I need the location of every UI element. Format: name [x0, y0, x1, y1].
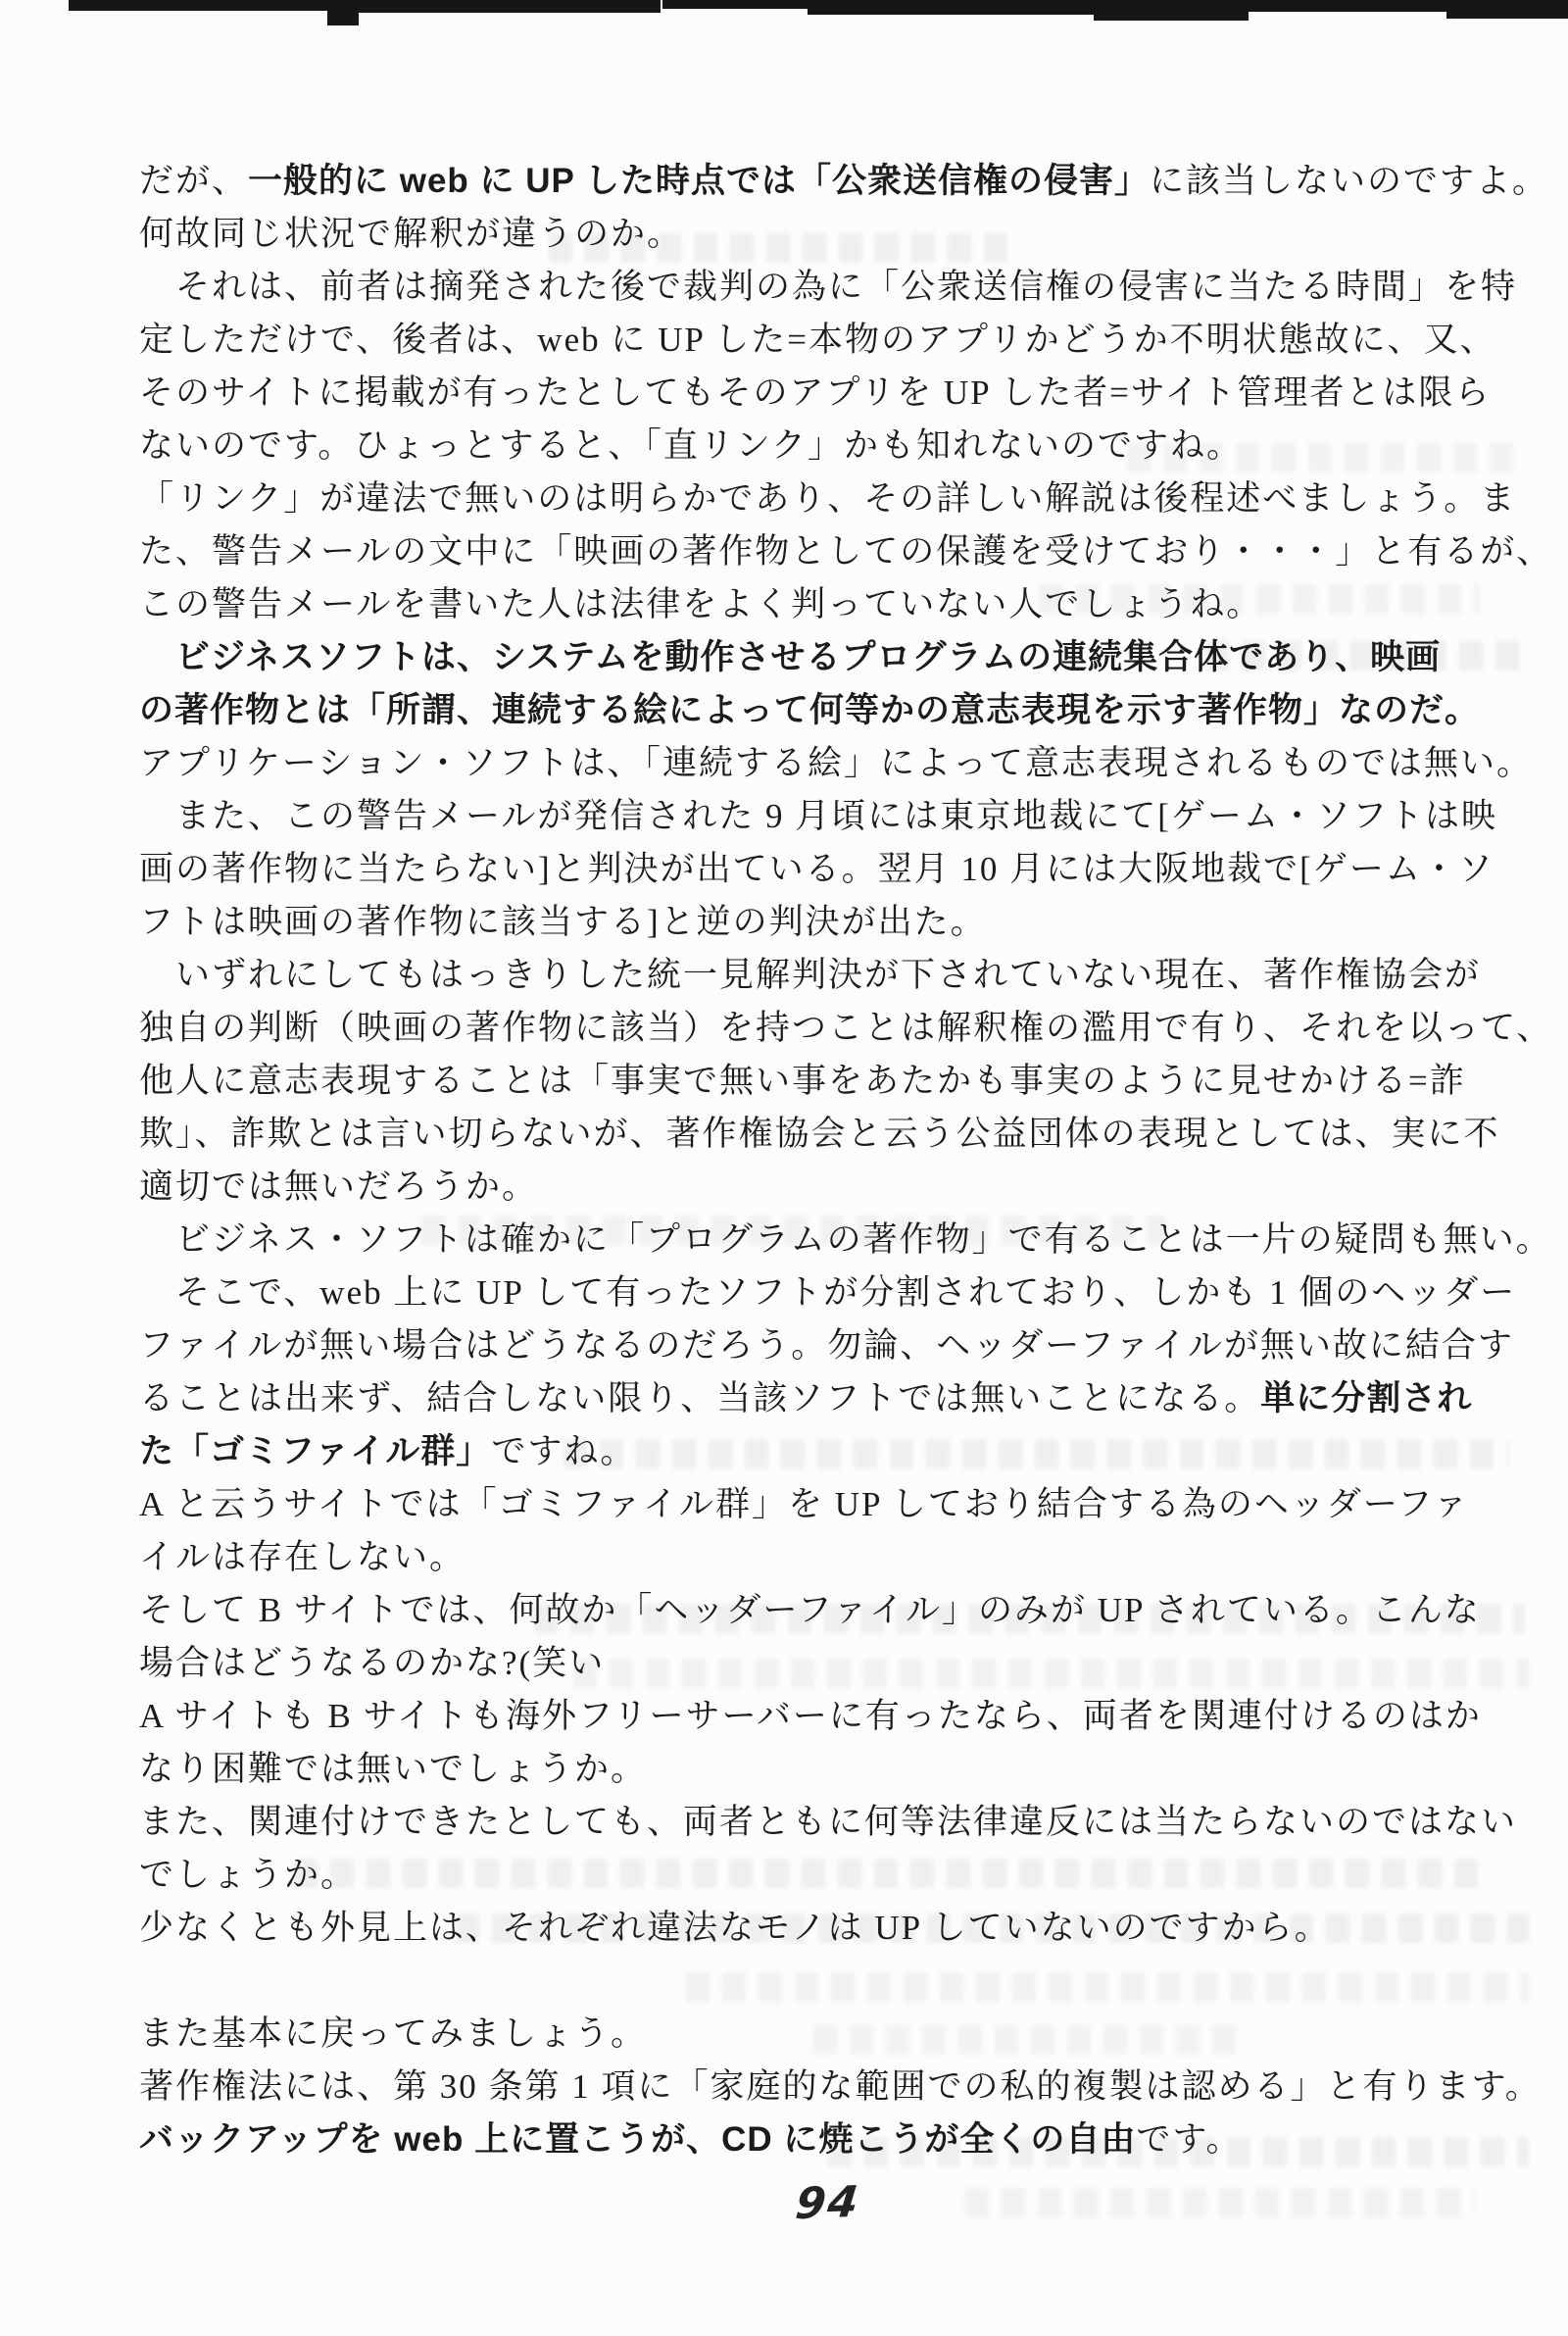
text-segment: の著作物とは「所謂、連続する絵によって何等かの意志表現を示す著作物」なのだ。	[139, 691, 1481, 729]
text-segment: ビジネスソフトは、システムを動作させるプログラムの連続集合体であり、映画	[175, 638, 1442, 676]
scan-edge-artifact-segment	[1094, 0, 1249, 21]
text-line	[139, 1108, 1506, 1161]
text-segment: 何故同じ状況で解釈が違うのか。	[139, 215, 684, 253]
text-line	[139, 1743, 1506, 1796]
text-line	[139, 2113, 1506, 2166]
text-segment: でしょうか。	[139, 1856, 358, 1894]
text-segment: フトは映画の著作物に該当する]と逆の判決が出た。	[139, 903, 987, 941]
text-segment: そこで、web 上に UP して有ったソフトが分割されており、しかも 1 個のヘッダー	[175, 1273, 1517, 1312]
scan-edge-artifact-segment	[327, 0, 359, 25]
text-line	[139, 1267, 1517, 1319]
text-line	[139, 1531, 1506, 1584]
text-segment: A と云うサイトでは「ゴミファイル群」を UP しており結合する為のヘッダーファ	[139, 1485, 1470, 1523]
page-number: 94	[793, 2176, 863, 2230]
text-segment: また基本に戻ってみましょう。	[139, 2014, 648, 2053]
text-segment: た、警告メールの文中に「映画の著作物としての保護を受けており・・・」と有るが、	[139, 532, 1553, 571]
text-line	[139, 1902, 1506, 1955]
scan-edge-artifact-segment	[359, 0, 661, 13]
text-segment: 適切では無いだろうか。	[139, 1168, 539, 1206]
text-segment: 画の著作物に当たらない]と判決が出ている。翌月 10 月には大阪地裁で[ゲーム・ソ	[139, 850, 1494, 888]
text-line	[139, 737, 1534, 790]
text-line	[139, 2008, 1506, 2061]
text-line	[139, 1478, 1506, 1531]
text-line	[139, 525, 1553, 578]
body-text	[139, 155, 1553, 2166]
text-segment: また、関連付けできたとしても、両者ともに何等法律違反には当たらないのではない	[139, 1803, 1518, 1841]
text-line	[139, 1319, 1514, 1372]
ink-bleed-artifact	[965, 2188, 1475, 2217]
text-segment: そのサイトに掲載が有ったとしてもそのアプリを UP した者=サイト管理者とは限ら	[139, 373, 1492, 412]
text-line	[139, 1055, 1506, 1108]
text-line	[139, 1214, 1552, 1267]
blank-line	[139, 1955, 1506, 2008]
text-segment: ないのです。ひょっとすると、「直リンク」かも知れないのですね。	[139, 426, 1244, 465]
text-segment: です。	[1136, 2120, 1243, 2159]
text-segment: いずれにしてもはっきりした統一見解判決が下されていない現在、著作権協会が	[175, 956, 1482, 994]
text-segment: ファイルが無い場合はどうなるのだろう。勿論、ヘッダーファイルが無い故に結合す	[139, 1326, 1514, 1365]
text-segment: なり困難では無いでしょうか。	[139, 1750, 648, 1788]
text-line	[139, 208, 1506, 261]
scan-edge-artifact-segment	[662, 0, 808, 9]
text-line	[139, 1372, 1506, 1425]
text-segment: 少なくとも外見上は、それぞれ違法なモノは UP していないのですから。	[139, 1909, 1331, 1947]
text-line	[139, 472, 1517, 525]
text-segment: 場合はどうなるのかな?(笑い	[139, 1644, 606, 1682]
text-segment: イルは存在しない。	[139, 1538, 466, 1576]
text-segment: そして B サイトでは、何故か「ヘッダーファイル」のみが UP されている。こんな	[139, 1591, 1481, 1629]
text-segment: それは、前者は摘発された後で裁判の為に「公衆送信権の侵害に当たる時間」を特	[175, 268, 1518, 306]
text-line	[139, 1849, 1506, 1902]
text-segment: 「リンク」が違法で無いのは明らかであり、その詳しい解説は後程述べましょう。ま	[139, 479, 1517, 518]
scan-edge-artifact-segment	[1249, 0, 1446, 12]
text-segment: 著作権法には、第 30 条第 1 項に「家庭的な範囲での私的複製は認める」と有ります。	[139, 2067, 1542, 2106]
text-segment: A サイトも B サイトも海外フリーサーバーに有ったなら、両者を関連付けるのはか	[139, 1697, 1482, 1735]
text-line	[139, 1796, 1518, 1849]
text-line	[139, 155, 1548, 208]
text-line	[139, 1584, 1506, 1637]
text-line	[139, 314, 1506, 367]
text-segment: 単に分割され	[1260, 1379, 1473, 1417]
text-line	[139, 896, 1506, 949]
text-line	[139, 1002, 1553, 1055]
text-line	[139, 843, 1506, 896]
text-line	[139, 1637, 1506, 1690]
text-segment: バックアップを web 上に置こうが、CD に焼こうが全くの自由	[139, 2120, 1137, 2159]
text-line	[139, 949, 1506, 1002]
text-segment: また、この警告メールが発信された 9 月頃には東京地裁にて[ゲーム・ソフトは映	[175, 797, 1497, 835]
text-line	[139, 420, 1506, 472]
text-line	[139, 367, 1506, 420]
text-segment: 他人に意志表現することは「事実で無い事をあたかも事実のように見せかける=詐	[139, 1062, 1466, 1100]
text-segment: 欺」、詐欺とは言い切らないが、著作権協会と云う公益団体の表現としては、実に不	[139, 1115, 1500, 1153]
text-line	[139, 261, 1518, 314]
text-segment: た「ゴミファイル群」	[139, 1432, 492, 1470]
text-line	[139, 1425, 1506, 1478]
text-segment: 独自の判断（映画の著作物に該当）を持つことは解釈権の濫用で有り、それを以って、	[139, 1009, 1553, 1047]
text-line	[139, 1690, 1506, 1743]
text-segment: だが、	[139, 162, 249, 200]
scan-edge-artifact-segment	[1446, 0, 1568, 19]
text-segment: に該当しないのですよ。	[1149, 162, 1548, 200]
scan-edge-artifact-segment	[808, 0, 1094, 15]
text-segment: ですね。	[491, 1432, 637, 1470]
text-line	[139, 631, 1506, 684]
text-line	[139, 684, 1506, 737]
text-segment: アプリケーション・ソフトは、「連続する絵」によって意志表現されるものでは無い。	[139, 744, 1534, 782]
text-segment: この警告メールを書いた人は法律をよく判っていない人でしょうね。	[139, 585, 1263, 623]
text-segment: 定しただけで、後者は、web に UP した=本物のアプリかどうか不明状態故に、又、	[139, 321, 1496, 359]
text-segment: 一般的に web に UP した時点では「公衆送信権の侵害」	[248, 162, 1150, 200]
text-line	[139, 578, 1506, 631]
scan-edge-artifact-segment	[69, 0, 331, 11]
text-segment: ビジネス・ソフトは確かに「プログラムの著作物」で有ることは一片の疑問も無い。	[175, 1220, 1552, 1259]
text-line	[139, 2061, 1542, 2113]
text-line	[139, 1161, 1506, 1214]
text-segment: ることは出来ず、結合しない限り、当該ソフトでは無いことになる。	[139, 1379, 1261, 1417]
text-line	[139, 790, 1506, 843]
